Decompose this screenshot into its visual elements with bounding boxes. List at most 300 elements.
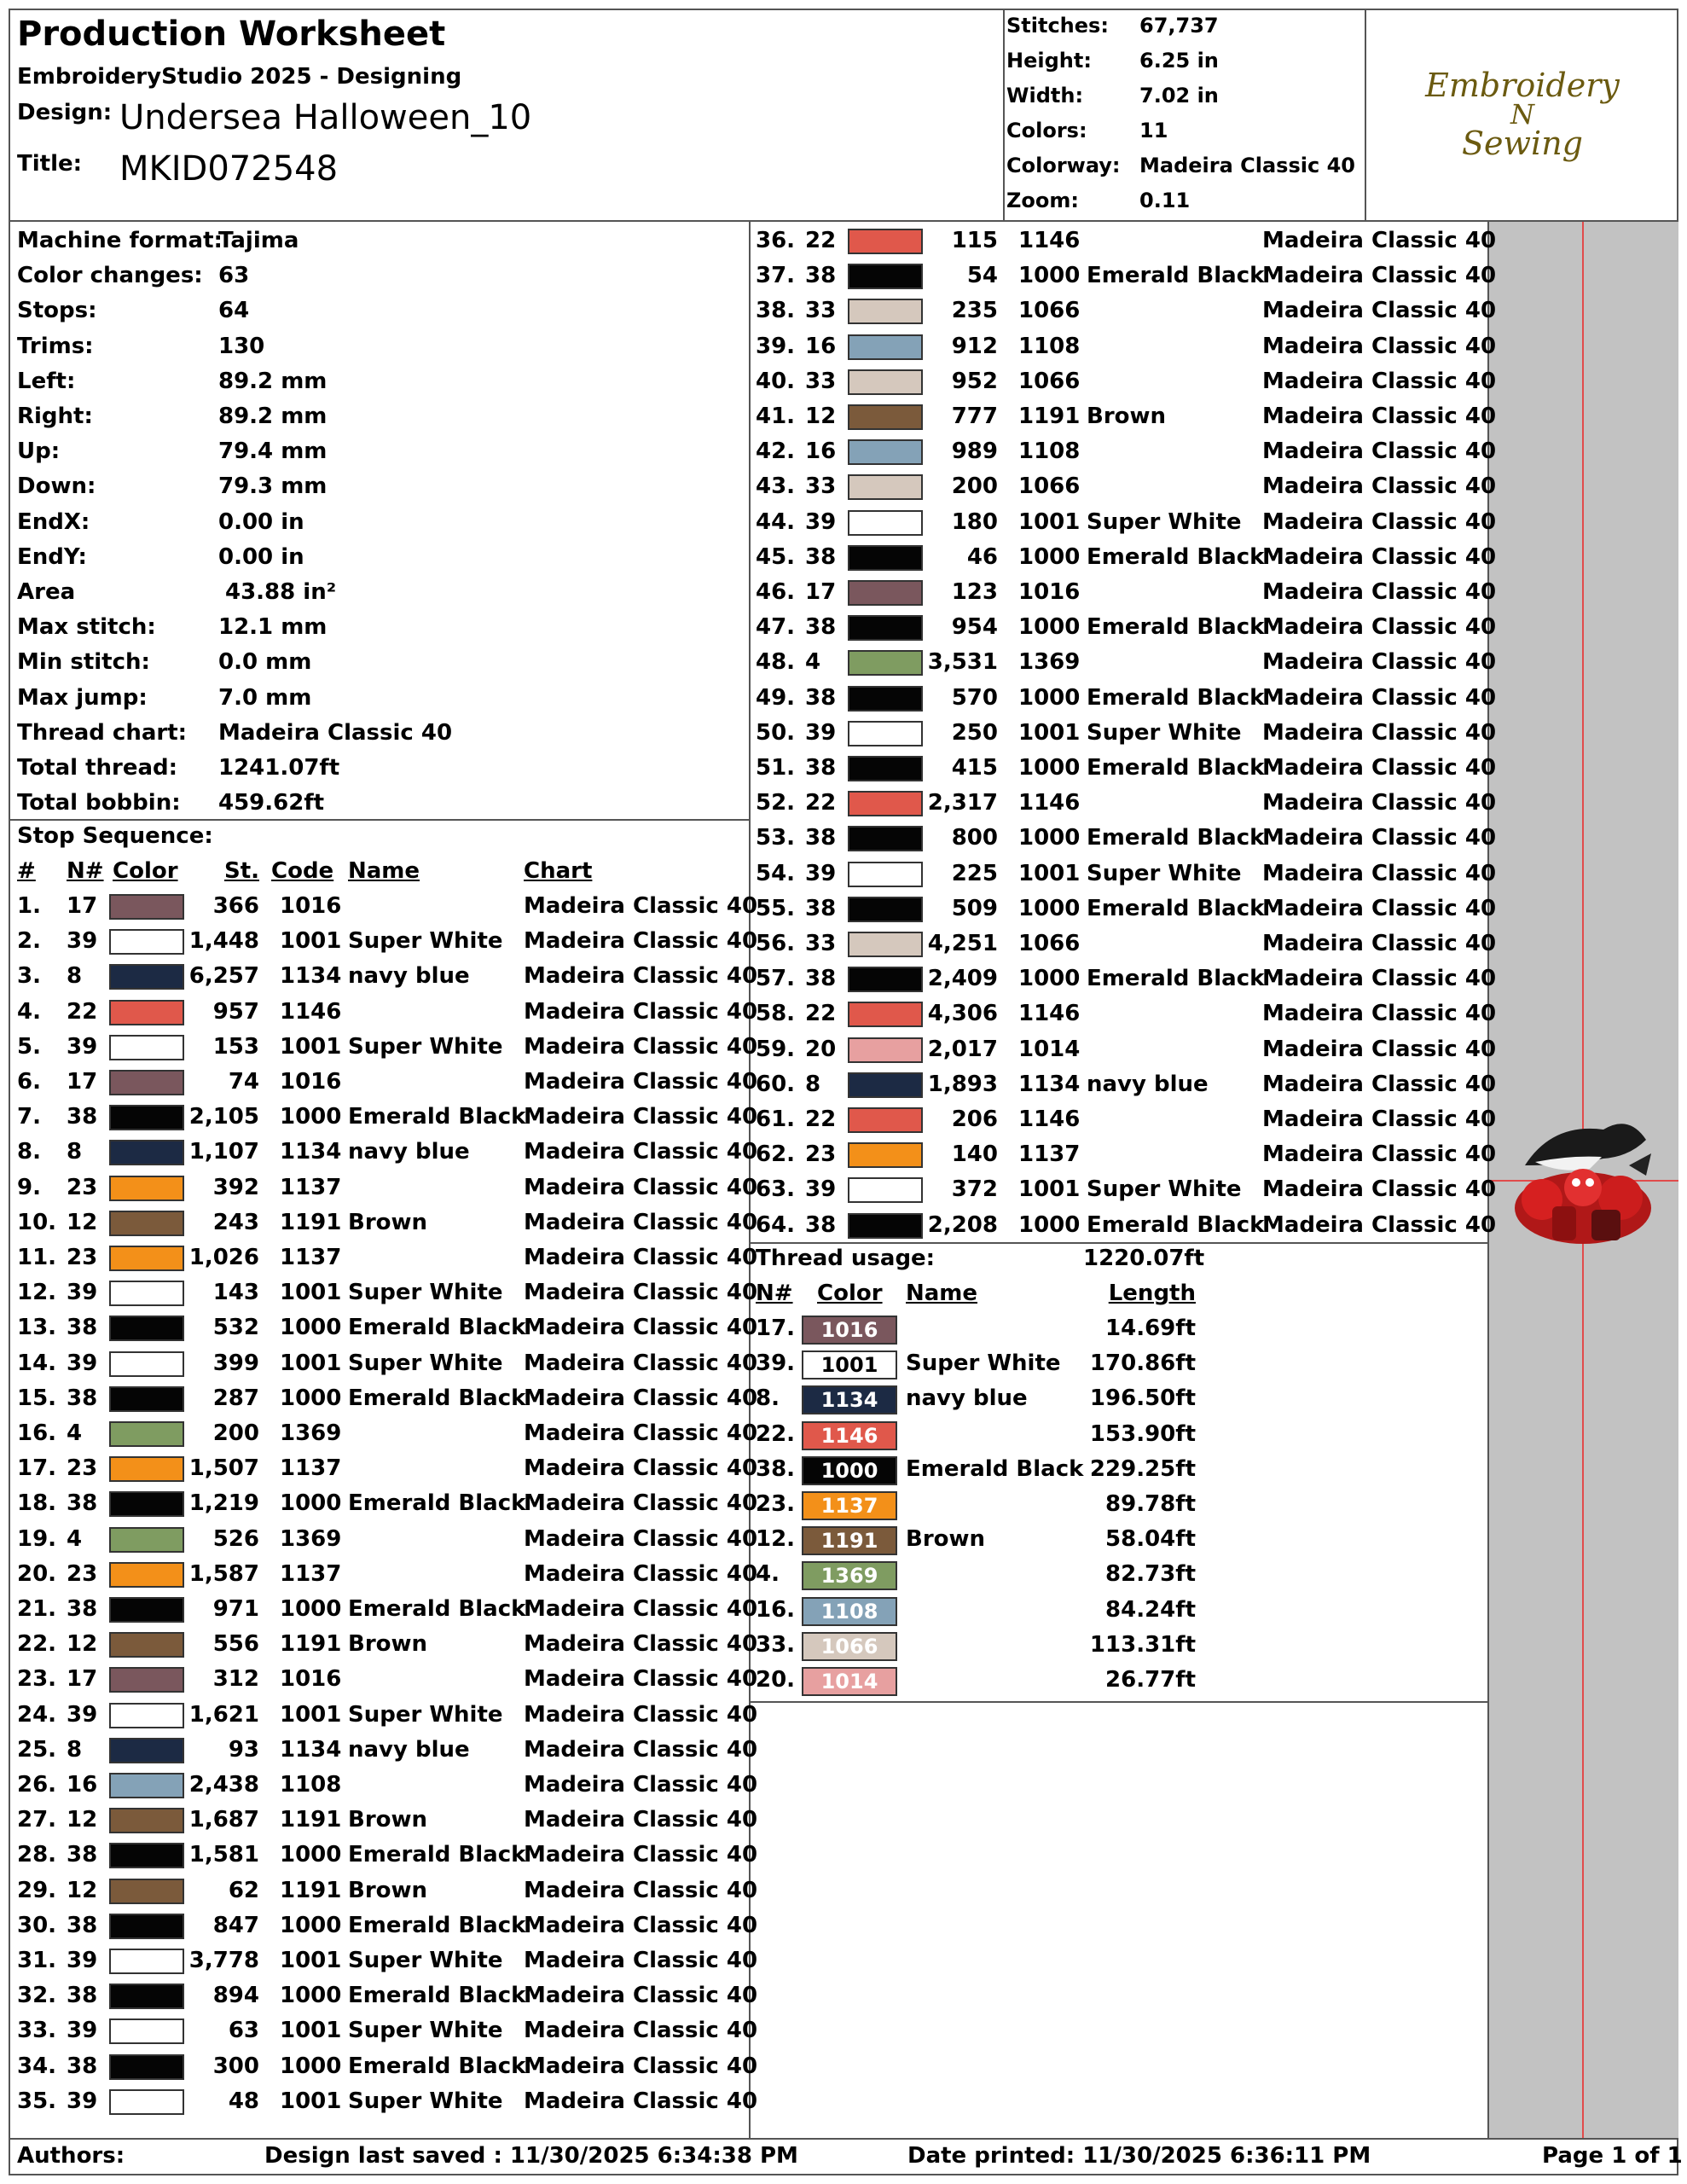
- machine-info-value: 79.4 mm: [218, 439, 328, 465]
- stop-number: 12.: [17, 1280, 57, 1306]
- stitch-count: 250: [951, 719, 998, 746]
- thread-code: 1134: [280, 963, 342, 990]
- thread-name: Brown: [348, 1631, 428, 1658]
- summary-value: Madeira Classic 40: [1139, 154, 1355, 177]
- machine-info-value: 12.1 mm: [218, 614, 328, 641]
- stitch-count: 63: [228, 2018, 259, 2044]
- thread-name: Emerald Black: [348, 1385, 526, 1411]
- thread-code: 1000: [280, 1596, 342, 1622]
- stop-number: 3.: [17, 963, 41, 990]
- thread-code: 1066: [1018, 368, 1081, 394]
- thread-chart: Madeira Classic 40: [524, 1350, 758, 1376]
- summary-label: Zoom:: [1006, 189, 1079, 212]
- logo-line-1: Embroidery: [1425, 67, 1620, 104]
- stop-number: 2.: [17, 928, 41, 955]
- stitch-count: 1,621: [188, 1701, 259, 1728]
- thread-code: 1191: [280, 1209, 342, 1235]
- needle-number: 12: [67, 1209, 98, 1235]
- thread-chart: Madeira Classic 40: [1262, 1176, 1497, 1203]
- stitch-count: 532: [212, 1315, 259, 1341]
- machine-info-label: Up:: [17, 439, 61, 465]
- thread-name: Emerald Black: [1087, 825, 1265, 851]
- needle-number: 22: [805, 1001, 837, 1027]
- stitch-count: 372: [951, 1176, 998, 1203]
- thread-chart: Madeira Classic 40: [1262, 790, 1497, 816]
- thread-name: Emerald Black: [1087, 263, 1265, 289]
- needle-number: 39: [67, 1280, 98, 1306]
- logo-line-2: N: [1510, 98, 1534, 131]
- stop-number: 58.: [756, 1001, 796, 1027]
- stop-number: 47.: [756, 614, 796, 641]
- thread-code: 1000: [280, 1315, 342, 1341]
- stop-number: 55.: [756, 895, 796, 921]
- needle-number: 20: [805, 1036, 837, 1062]
- stop-number: 30.: [17, 1912, 57, 1938]
- thread-chart: Madeira Classic 40: [524, 1174, 758, 1200]
- thread-name: Emerald Black: [1087, 1211, 1265, 1238]
- thread-chart: Madeira Classic 40: [524, 1455, 758, 1482]
- stop-number: 24.: [17, 1701, 57, 1728]
- thread-code: 1001: [1018, 508, 1081, 535]
- thread-code: 1000: [1018, 543, 1081, 570]
- thread-name: Super White: [348, 1701, 503, 1728]
- thread-chart: Madeira Classic 40: [524, 1139, 758, 1165]
- stitch-count: 366: [212, 893, 259, 919]
- thread-chart: Madeira Classic 40: [524, 1245, 758, 1270]
- thread-chart: Madeira Classic 40: [1262, 719, 1497, 746]
- thread-chart: Madeira Classic 40: [524, 1315, 758, 1341]
- usage-header-name: Name: [906, 1281, 978, 1306]
- needle-number: 38: [67, 1315, 98, 1341]
- machine-info-label: Total thread:: [17, 755, 178, 781]
- needle-number: 38: [805, 825, 837, 851]
- thread-code: 1001: [280, 1350, 342, 1376]
- thread-chart: Madeira Classic 40: [1262, 333, 1497, 359]
- usage-needle: 38.: [756, 1455, 796, 1482]
- usage-color-swatch: 1014: [802, 1667, 897, 1696]
- usage-color-swatch: 1369: [802, 1561, 897, 1590]
- thread-chart: Madeira Classic 40: [1262, 579, 1497, 605]
- usage-needle: 22.: [756, 1420, 796, 1447]
- stitch-count: 2,017: [927, 1036, 998, 1062]
- thread-name: Emerald Black: [1087, 614, 1265, 641]
- stitch-count: 1,893: [927, 1071, 998, 1097]
- needle-number: 33: [805, 473, 837, 500]
- needle-number: 39: [67, 1033, 98, 1060]
- thread-chart: Madeira Classic 40: [1262, 1141, 1497, 1168]
- needle-number: 38: [67, 2053, 98, 2079]
- stop-number: 52.: [756, 790, 796, 816]
- stitch-count: 989: [951, 439, 998, 465]
- thread-code: 1001: [1018, 719, 1081, 746]
- needle-number: 39: [805, 860, 837, 886]
- summary-label: Height:: [1006, 49, 1092, 73]
- machine-info-value: Madeira Classic 40: [218, 719, 453, 746]
- thread-name: Emerald Black: [348, 2053, 526, 2079]
- thread-name: Super White: [1087, 1176, 1242, 1203]
- needle-number: 23: [67, 1174, 98, 1200]
- stitch-count: 3,778: [188, 1948, 259, 1973]
- stop-number: 45.: [756, 543, 796, 570]
- usage-thread-name: Emerald Black: [906, 1455, 1084, 1482]
- stop-number: 21.: [17, 1596, 57, 1622]
- summary-label: Colors:: [1006, 119, 1087, 142]
- footer-last-saved: Design last saved : 11/30/2025 6:34:38 PM: [264, 2143, 798, 2169]
- thread-code: 1066: [1018, 931, 1081, 956]
- thread-code: 1191: [1018, 404, 1081, 429]
- needle-number: 4: [67, 1420, 83, 1446]
- thread-code: 1000: [1018, 263, 1081, 289]
- usage-length: 58.04ft: [1105, 1526, 1196, 1553]
- thread-code: 1000: [280, 1912, 342, 1938]
- thread-name: Emerald Black: [348, 1104, 526, 1130]
- stitch-count: 143: [212, 1280, 259, 1306]
- usage-length: 84.24ft: [1105, 1596, 1196, 1623]
- thread-chart: Madeira Classic 40: [524, 1596, 758, 1622]
- stop-number: 6.: [17, 1069, 41, 1095]
- stitch-count: 243: [212, 1209, 259, 1235]
- stitch-count: 4,251: [927, 931, 998, 956]
- stitch-count: 140: [951, 1141, 998, 1168]
- machine-info-label: Min stitch:: [17, 649, 150, 676]
- stitch-count: 115: [951, 228, 998, 253]
- needle-number: 39: [805, 1176, 837, 1203]
- usage-color-swatch: 1000: [802, 1456, 897, 1485]
- thread-code: 1108: [1018, 333, 1081, 359]
- thread-chart: Madeira Classic 40: [1262, 543, 1497, 570]
- thread-chart: Madeira Classic 40: [524, 1033, 758, 1060]
- thread-name: Brown: [348, 1877, 428, 1903]
- needle-number: 33: [805, 931, 837, 956]
- thread-chart: Madeira Classic 40: [524, 1736, 758, 1763]
- stop-number: 7.: [17, 1104, 41, 1130]
- needle-number: 22: [805, 228, 837, 253]
- stitch-count: 2,438: [188, 1772, 259, 1798]
- thread-name: Emerald Black: [348, 1596, 526, 1622]
- thread-code: 1001: [280, 1701, 342, 1728]
- needle-number: 8: [67, 1139, 83, 1165]
- needle-number: 8: [67, 963, 83, 990]
- title-label: Title:: [17, 151, 83, 177]
- needle-number: 39: [805, 719, 837, 746]
- needle-number: 23: [805, 1141, 837, 1168]
- needle-number: 4: [805, 649, 821, 676]
- thread-code: 1134: [280, 1139, 342, 1165]
- needle-number: 38: [805, 966, 837, 992]
- needle-number: 38: [805, 684, 837, 711]
- usage-needle: 17.: [756, 1316, 796, 1341]
- stop-number: 32.: [17, 1983, 57, 2009]
- col-header-color: Color: [113, 858, 178, 884]
- needle-number: 17: [67, 1666, 98, 1693]
- thread-code: 1108: [280, 1772, 342, 1798]
- thread-code: 1137: [280, 1174, 342, 1200]
- stitch-count: 2,105: [188, 1104, 259, 1130]
- thread-code: 1000: [1018, 825, 1081, 851]
- thread-code: 1016: [1018, 579, 1081, 605]
- needle-number: 33: [805, 298, 837, 324]
- thread-chart: Madeira Classic 40: [1262, 263, 1497, 289]
- needle-number: 17: [67, 1069, 98, 1095]
- machine-info-value: 0.00 in: [218, 508, 304, 535]
- needle-number: 16: [805, 333, 837, 359]
- thread-code: 1146: [1018, 790, 1081, 816]
- col-header-chart: Chart: [524, 858, 593, 884]
- usage-color-swatch: 1001: [802, 1350, 897, 1380]
- usage-length: 196.50ft: [1089, 1385, 1196, 1412]
- thread-chart: Madeira Classic 40: [524, 2053, 758, 2079]
- thread-name: navy blue: [1087, 1071, 1209, 1097]
- stitch-count: 2,317: [927, 790, 998, 816]
- needle-number: 39: [805, 508, 837, 535]
- footer-page-number: Page 1 of 1: [1542, 2143, 1683, 2169]
- thread-name: Brown: [348, 1807, 428, 1833]
- stitch-count: 1,507: [188, 1455, 259, 1482]
- stitch-count: 399: [212, 1350, 259, 1376]
- stop-number: 62.: [756, 1141, 796, 1168]
- machine-info-label: Max stitch:: [17, 614, 156, 641]
- stop-number: 27.: [17, 1807, 57, 1833]
- stop-number: 50.: [756, 719, 796, 746]
- usage-length: 153.90ft: [1089, 1420, 1196, 1447]
- machine-info-value: 63: [218, 263, 250, 289]
- needle-number: 23: [67, 1560, 98, 1587]
- thread-code: 1001: [280, 2088, 342, 2114]
- needle-number: 12: [67, 1877, 98, 1903]
- machine-info-label: Color changes:: [17, 263, 203, 289]
- stop-number: 43.: [756, 473, 796, 500]
- needle-number: 38: [67, 1983, 98, 2009]
- stop-number: 64.: [756, 1211, 796, 1238]
- thread-code: 1134: [280, 1736, 342, 1763]
- thread-name: Emerald Black: [348, 1490, 526, 1517]
- col-header-needle: N#: [67, 858, 104, 884]
- needle-number: 39: [67, 2018, 98, 2044]
- stitch-count: 415: [951, 755, 998, 781]
- col-header-name: Name: [348, 858, 420, 884]
- thread-chart: Madeira Classic 40: [524, 928, 758, 955]
- stitch-count: 300: [212, 2053, 259, 2079]
- thread-name: Super White: [348, 928, 503, 955]
- stop-number: 46.: [756, 579, 796, 605]
- stop-number: 42.: [756, 439, 796, 465]
- stitch-count: 200: [951, 473, 998, 500]
- stitch-count: 54: [966, 263, 998, 289]
- thread-chart: Madeira Classic 40: [1262, 1036, 1497, 1062]
- thread-chart: Madeira Classic 40: [1262, 966, 1497, 992]
- stitch-count: 392: [212, 1174, 259, 1200]
- thread-code: 1000: [1018, 755, 1081, 781]
- stitch-count: 1,587: [188, 1560, 259, 1587]
- thread-chart: Madeira Classic 40: [1262, 649, 1497, 676]
- summary-value: 11: [1139, 119, 1168, 142]
- summary-label: Colorway:: [1006, 154, 1121, 177]
- needle-number: 8: [67, 1736, 83, 1763]
- stop-number: 56.: [756, 931, 796, 956]
- thread-name: Super White: [348, 1280, 503, 1306]
- stitch-count: 847: [212, 1912, 259, 1938]
- usage-color-swatch: 1066: [802, 1632, 897, 1661]
- thread-code: 1146: [280, 998, 342, 1025]
- usage-color-swatch: 1191: [802, 1526, 897, 1555]
- thread-chart: Madeira Classic 40: [1262, 298, 1497, 324]
- thread-chart: Madeira Classic 40: [1262, 614, 1497, 641]
- stitch-count: 200: [212, 1420, 259, 1446]
- thread-name: Emerald Black: [348, 1912, 526, 1938]
- footer-date-printed: Date printed: 11/30/2025 6:36:11 PM: [907, 2143, 1371, 2169]
- thread-code: 1016: [280, 893, 342, 919]
- needle-number: 33: [805, 368, 837, 394]
- thread-code: 1000: [280, 2053, 342, 2079]
- stop-number: 29.: [17, 1877, 57, 1903]
- usage-length: 229.25ft: [1089, 1455, 1196, 1482]
- usage-color-swatch: 1016: [802, 1316, 897, 1345]
- stitch-count: 509: [951, 895, 998, 921]
- needle-number: 22: [805, 1107, 837, 1132]
- stop-number: 60.: [756, 1071, 796, 1097]
- usage-needle: 4.: [756, 1561, 780, 1588]
- logo-line-3: Sewing: [1462, 125, 1583, 162]
- thread-name: Super White: [348, 1350, 503, 1376]
- needle-number: 38: [805, 543, 837, 570]
- needle-number: 38: [67, 1385, 98, 1411]
- summary-value: 7.02 in: [1139, 84, 1219, 107]
- stitch-count: 74: [228, 1069, 259, 1095]
- usage-color-swatch: 1137: [802, 1491, 897, 1520]
- needle-number: 38: [805, 1211, 837, 1238]
- stitch-count: 6,257: [188, 963, 259, 990]
- design-label: Design:: [17, 100, 113, 125]
- thread-chart: Madeira Classic 40: [524, 893, 758, 919]
- stitch-count: 123: [951, 579, 998, 605]
- stop-number: 18.: [17, 1490, 57, 1517]
- thread-chart: Madeira Classic 40: [524, 1842, 758, 1868]
- stitch-count: 206: [951, 1107, 998, 1132]
- thread-name: Super White: [1087, 719, 1242, 746]
- thread-name: Emerald Black: [1087, 895, 1265, 921]
- thread-code: 1146: [1018, 1001, 1081, 1027]
- thread-code: 1000: [1018, 895, 1081, 921]
- stop-number: 57.: [756, 966, 796, 992]
- stop-number: 31.: [17, 1948, 57, 1973]
- thread-code: 1134: [1018, 1071, 1081, 1097]
- stop-number: 61.: [756, 1107, 796, 1132]
- thread-chart: Madeira Classic 40: [524, 1807, 758, 1833]
- stitch-count: 153: [212, 1033, 259, 1060]
- stitch-count: 1,581: [188, 1842, 259, 1868]
- thread-code: 1016: [280, 1069, 342, 1095]
- thread-code: 1001: [280, 1948, 342, 1973]
- machine-info-value: 0.0 mm: [218, 649, 312, 676]
- stop-number: 19.: [17, 1525, 57, 1552]
- stitch-count: 93: [228, 1736, 259, 1763]
- usage-length: 82.73ft: [1105, 1561, 1196, 1588]
- needle-number: 38: [67, 1912, 98, 1938]
- stitch-count: 971: [212, 1596, 259, 1622]
- summary-value: 67,737: [1139, 14, 1219, 38]
- stop-number: 39.: [756, 333, 796, 359]
- thread-name: Emerald Black: [348, 1315, 526, 1341]
- design-preview-panel: [1489, 222, 1678, 2138]
- thread-code: 1016: [280, 1666, 342, 1693]
- thread-chart: Madeira Classic 40: [524, 1631, 758, 1658]
- col-header-stitches: St.: [223, 858, 259, 884]
- stitch-count: 894: [212, 1983, 259, 2009]
- col-header-num: #: [17, 858, 36, 884]
- stop-number: 34.: [17, 2053, 57, 2079]
- thread-name: Super White: [1087, 508, 1242, 535]
- stitch-count: 62: [228, 1877, 259, 1903]
- thread-chart: Madeira Classic 40: [1262, 368, 1497, 394]
- thread-name: Emerald Black: [1087, 966, 1265, 992]
- thread-usage-title: Thread usage:: [756, 1246, 936, 1271]
- thread-chart: Madeira Classic 40: [524, 1490, 758, 1517]
- stitch-count: 312: [212, 1666, 259, 1693]
- needle-number: 12: [67, 1631, 98, 1658]
- stitch-count: 800: [951, 825, 998, 851]
- usage-color-swatch: 1146: [802, 1421, 897, 1450]
- usage-thread-name: Brown: [906, 1526, 986, 1553]
- stitch-count: 1,219: [188, 1490, 259, 1517]
- usage-needle: 39.: [756, 1350, 796, 1377]
- machine-info-value: 89.2 mm: [218, 368, 328, 394]
- machine-info-value: 7.0 mm: [218, 684, 312, 711]
- stop-sequence-title: Stop Sequence:: [17, 823, 213, 849]
- needle-number: 16: [805, 439, 837, 465]
- usage-length: 89.78ft: [1105, 1491, 1196, 1517]
- thread-chart: Madeira Classic 40: [524, 1420, 758, 1446]
- thread-code: 1191: [280, 1877, 342, 1903]
- needle-number: 38: [805, 755, 837, 781]
- footer-authors: Authors:: [17, 2143, 125, 2169]
- thread-chart: Madeira Classic 40: [1262, 1107, 1497, 1132]
- stop-number: 35.: [17, 2088, 57, 2114]
- stitch-count: 4,306: [927, 1001, 998, 1027]
- stop-number: 5.: [17, 1033, 41, 1060]
- needle-number: 23: [67, 1455, 98, 1482]
- stop-number: 41.: [756, 404, 796, 429]
- stop-number: 44.: [756, 508, 796, 535]
- thread-code: 1000: [280, 1490, 342, 1517]
- thread-chart: Madeira Classic 40: [1262, 755, 1497, 781]
- empty-box: [749, 1701, 1489, 2140]
- thread-code: 1146: [1018, 1107, 1081, 1132]
- thread-chart: Madeira Classic 40: [524, 1525, 758, 1552]
- thread-code: 1066: [1018, 473, 1081, 500]
- stop-number: 33.: [17, 2018, 57, 2044]
- needle-number: 16: [67, 1772, 98, 1798]
- stitch-count: 777: [951, 404, 998, 429]
- usage-length: 14.69ft: [1105, 1316, 1196, 1341]
- usage-needle: 16.: [756, 1596, 796, 1623]
- thread-name: Emerald Black: [1087, 684, 1265, 711]
- stitch-count: 954: [951, 614, 998, 641]
- thread-code: 1369: [280, 1420, 342, 1446]
- usage-header-needle: N#: [756, 1281, 793, 1306]
- thread-chart: Madeira Classic 40: [524, 963, 758, 990]
- stitch-count: 912: [951, 333, 998, 359]
- thread-code: 1137: [280, 1245, 342, 1270]
- stop-number: 22.: [17, 1631, 57, 1658]
- thread-chart: Madeira Classic 40: [524, 1560, 758, 1587]
- machine-info-label: Machine format:: [17, 228, 223, 253]
- stitch-count: 2,208: [927, 1211, 998, 1238]
- machine-info-label: EndY:: [17, 543, 87, 570]
- thread-name: Super White: [348, 2088, 503, 2114]
- needle-number: 17: [67, 893, 98, 919]
- thread-name: navy blue: [348, 1736, 470, 1763]
- thread-code: 1066: [1018, 298, 1081, 324]
